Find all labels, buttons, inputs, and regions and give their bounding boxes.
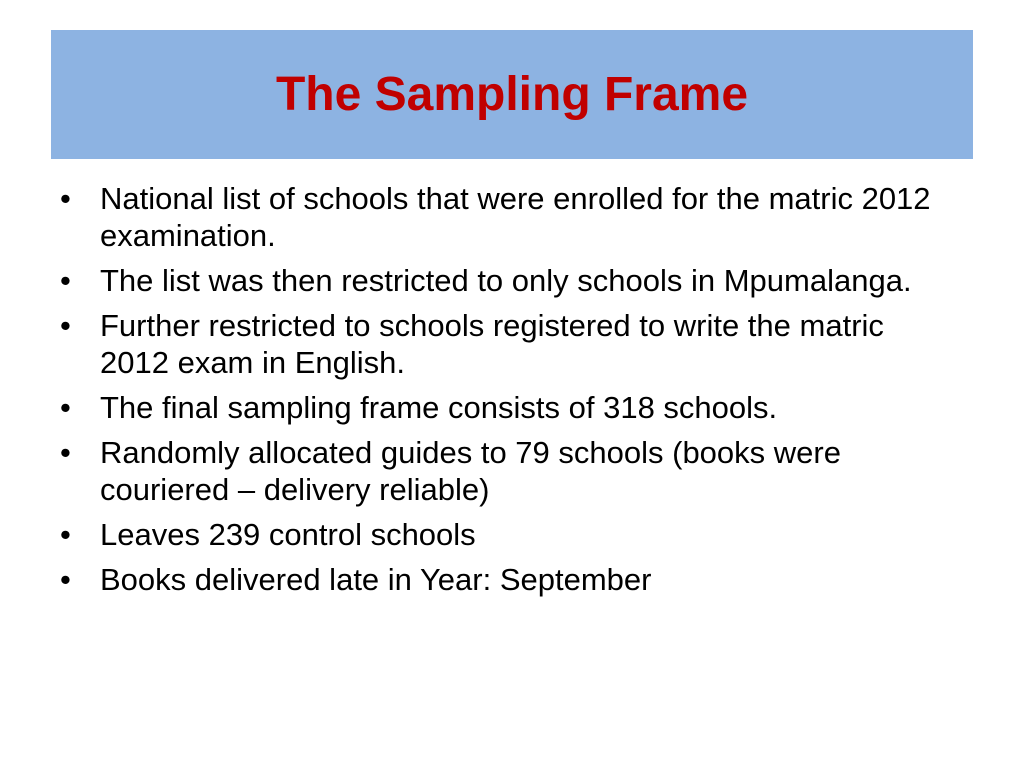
bullet-text: Randomly allocated guides to 79 schools (books were couriered – delivery reliable) [100,435,841,507]
bullet-item [58,262,958,299]
bullet-icon: • [60,263,71,298]
bullet-text: The list was then restricted to only schools in Mpumalanga. [100,263,912,298]
bullet-icon: • [60,517,71,552]
bullet-list [58,180,958,606]
bullet-item [58,561,958,598]
bullet-text: National list of schools that were enrolled for the matric 2012 examination. [100,181,931,253]
bullet-icon: • [60,390,71,425]
bullet-text: Leaves 239 control schools [100,517,476,552]
bullet-item [58,307,958,381]
bullet-item [58,434,958,508]
bullet-icon: • [60,435,71,470]
bullet-icon: • [60,181,71,216]
bullet-item [58,180,958,254]
bullet-text: Further restricted to schools registered to write the matric 2012 exam in English. [100,308,884,380]
bullet-item [58,516,958,553]
title-bar [51,30,973,159]
bullet-item [58,389,958,426]
bullet-icon: • [60,308,71,343]
bullet-icon: • [60,562,71,597]
bullet-text: Books delivered late in Year: September [100,562,652,597]
slide-title: The Sampling Frame [275,67,749,121]
bullet-text: The final sampling frame consists of 318 schools. [100,390,778,425]
